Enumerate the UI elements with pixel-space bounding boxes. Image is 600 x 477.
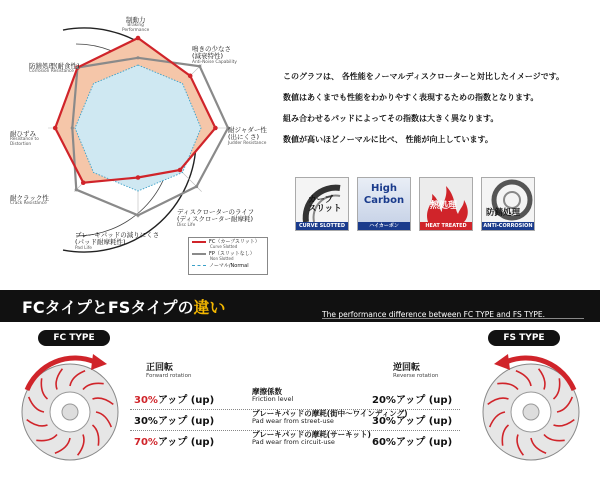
fp-point xyxy=(71,126,74,129)
axis-label-crack: 耐クラック性 Crack Resistance xyxy=(10,194,49,207)
badge-caption: HEAT TREATED xyxy=(420,222,472,230)
axis-label-braking: 制動力 Braking Performance xyxy=(122,16,150,34)
fs-type-label: FS TYPE xyxy=(488,330,560,346)
radar-diagram xyxy=(0,0,270,282)
fc-value-circuit-pad-wear: 70%アップ (up) xyxy=(134,437,215,448)
badge-title-2: Carbon xyxy=(363,194,405,206)
description-line-3: 組み合わせるパッドによってその指数は大きく異なります。 xyxy=(283,114,499,123)
badge-title-2: スリット xyxy=(308,203,342,214)
fc-value-friction: 30%アップ (up) xyxy=(134,395,215,406)
fc-type-label: FC TYPE xyxy=(38,330,110,346)
axis-label-distortion: 耐ひずみ Resistance to Distortion xyxy=(10,130,39,148)
axis-label-judder: 耐ジャダー性 (出にくさ) Judder Resistance xyxy=(228,126,267,146)
fc-point xyxy=(178,168,183,173)
badge-title-1: 熱処理 xyxy=(430,201,458,211)
fc-point xyxy=(136,36,141,41)
legend-swatch-fp xyxy=(192,253,206,255)
axis-label-anti-noise: 鳴きの少なさ (減衰特性) Anti-Noise Capability xyxy=(192,45,237,65)
radar-legend xyxy=(188,237,268,275)
fp-point xyxy=(136,214,139,217)
badge-high-carbon xyxy=(357,177,411,231)
description-line-2: 数値はあくまでも性能をわかりやすく表現するための指数となります。 xyxy=(283,93,539,102)
comparison-subtitle: The performance difference between FC TYPE and FS TYPE. xyxy=(322,302,584,319)
row-item-street-pad-wear: ブレーキパッドの摩耗(街中～ワインディング) Pad wear from street-use xyxy=(252,409,408,426)
badge-title-1: High xyxy=(370,183,398,194)
fs-disc-icon xyxy=(476,350,586,470)
normal-series-line xyxy=(75,65,201,191)
description-line-4: 数値が高いほどノーマルに比べ、 性能が向上しています。 xyxy=(283,135,493,144)
description-line-1: このグラフは、 各性能をノーマルディスクローターと対比したイメージです。 xyxy=(283,72,565,81)
fs-value-circuit-pad-wear: 60%アップ (up) xyxy=(372,437,453,448)
badge-caption: CURVE SLOTTED xyxy=(296,222,348,230)
fc-point xyxy=(136,175,141,180)
fc-point xyxy=(213,126,218,131)
fc-value-street-pad-wear: 30%アップ (up) xyxy=(134,416,215,427)
axis-label-pad-life: ブレーキパッドの減りにくさ (パッド耐摩耗性) Pad Life xyxy=(75,231,160,251)
axis-label-corrosion: 防錆処理(耐食性) Corrosion Resistance xyxy=(29,62,80,75)
fs-value-friction: 20%アップ (up) xyxy=(372,395,453,406)
legend-item-fc: FC（カーブスリット） Curve Slotted xyxy=(192,240,260,249)
badge-caption: ANTI-CORROSION xyxy=(483,223,533,229)
row-item-circuit-pad-wear: ブレーキパッドの摩耗(サーキット) Pad wear from circuit-use xyxy=(252,430,371,447)
badge-title-1: 防錆処理 xyxy=(486,208,521,218)
fp-point xyxy=(195,185,198,188)
fs-value-street-pad-wear: 30%アップ (up) xyxy=(372,416,453,427)
comparison-title: FCタイプとFSタイプの違い xyxy=(22,298,226,317)
row-item-friction: 摩擦係数 Friction level xyxy=(252,387,294,404)
fc-point xyxy=(188,74,193,79)
fc-disc-icon xyxy=(15,350,125,470)
reverse-rotation-heading: 逆回転 Reverse rotation xyxy=(393,363,439,379)
forward-rotation-heading: 正回転 Forward rotation xyxy=(146,363,192,379)
legend-swatch-fc xyxy=(192,241,206,243)
badge-title-1: カーブ xyxy=(308,195,334,205)
fp-point xyxy=(75,188,78,191)
badge-heat-treated xyxy=(419,177,473,231)
fc-point xyxy=(81,180,86,185)
badge-caption: ハイカーボン xyxy=(358,222,410,230)
legend-item-fp: FP（スリットなし） Non Slotted xyxy=(192,252,255,261)
badge-anti-corrosion xyxy=(481,177,535,231)
axis-label-disc-life: ディスクローターのライフ (ディスクローター耐摩耗) Disc Life xyxy=(177,208,255,228)
fp-point xyxy=(136,56,139,59)
fc-point xyxy=(53,126,58,131)
legend-item-normal: ノーマル/Normal xyxy=(192,264,249,269)
legend-swatch-normal xyxy=(192,265,206,266)
badge-curve-slotted xyxy=(295,177,349,231)
